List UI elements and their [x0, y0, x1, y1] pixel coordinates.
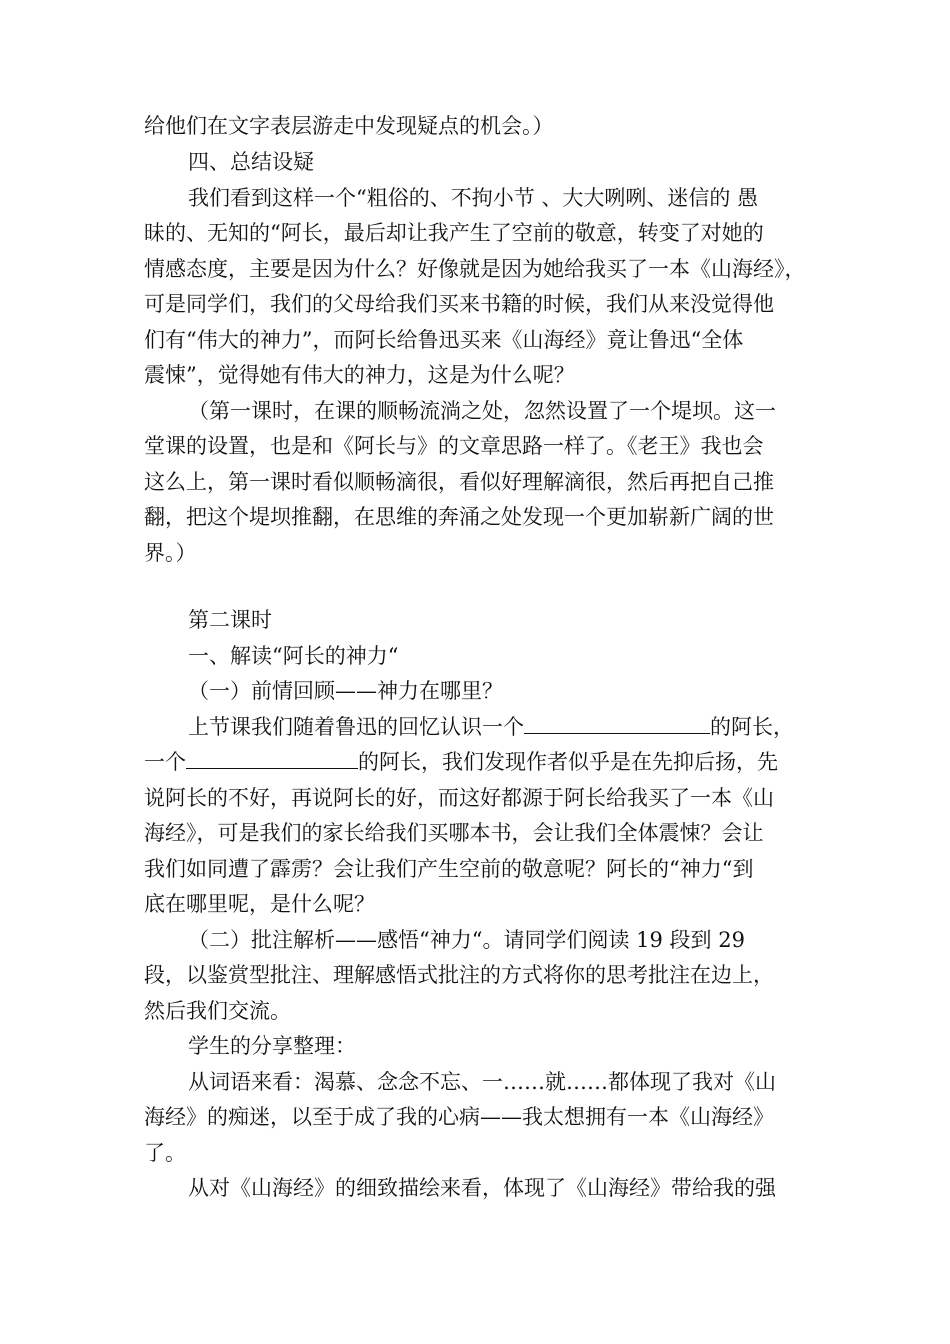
- paragraph-line: 底在哪里呢，是什么呢？: [144, 892, 375, 916]
- paragraph-line: 从对《山海经》的细致描绘来看，体现了《山海经》带给我的强: [188, 1176, 776, 1200]
- text-segment: 一个: [144, 750, 186, 774]
- paragraph-line: 界。）: [144, 541, 197, 565]
- paragraph-line: 从词语来看：渴慕、念念不忘、一……就……都体现了我对《山: [188, 1070, 776, 1094]
- subsection-heading: （一）前情回顾——神力在哪里？: [188, 679, 503, 703]
- text-segment: 上节课我们随着鲁迅的回忆认识一个: [188, 715, 524, 739]
- paragraph-line: 情感态度，主要是因为什么？好像就是因为她给我买了一本《山海经》，: [144, 257, 806, 281]
- paragraph-line: （第一课时，在课的顺畅流淌之处，忽然设置了一个堤坝。这一: [188, 399, 776, 423]
- paragraph-line: 说阿长的不好，再说阿长的好，而这好都源于阿长给我买了一本《山: [144, 786, 774, 810]
- paragraph-line: 震悚”，觉得她有伟大的神力，这是为什么呢？: [144, 363, 575, 387]
- fill-in-blank: [186, 746, 358, 769]
- paragraph-line: [188, 711, 818, 743]
- paragraph-line: 这么上，第一课时看似顺畅滴很，看似好理解滴很，然后再把自己推: [144, 470, 774, 494]
- paragraph-line: 堂课的设置，也是和《阿长与》的文章思路一样了。《老王》我也会: [144, 434, 764, 458]
- paragraph-line: 海经》，可是我们的家长给我们买哪本书，会让我们全体震悚？会让: [144, 821, 764, 845]
- paragraph-line: 了。: [144, 1141, 186, 1165]
- paragraph-line: 昧的、无知的“阿长，最后却让我产生了空前的敬意，转变了对她的: [144, 221, 764, 245]
- paragraph-line: 学生的分享整理：: [188, 1034, 356, 1058]
- paragraph-line: 我们看到这样一个“粗俗的、不拘小节 、大大咧咧、迷信的 愚: [188, 186, 759, 210]
- paragraph-line: 翻，把这个堤坝推翻，在思维的奔涌之处发现一个更加崭新广阔的世: [144, 505, 774, 529]
- text-segment: 的阿长，: [710, 715, 794, 739]
- paragraph-line: 海经》的痴迷，以至于成了我的心病——我太想拥有一本《山海经》: [144, 1105, 774, 1129]
- paragraph-line: 可是同学们，我们的父母给我们买来书籍的时候，我们从来没觉得他: [144, 292, 774, 316]
- paragraph-line: 段，以鉴赏型批注、理解感悟式批注的方式将你的思考批注在边上，: [144, 963, 774, 987]
- paragraph-line: 然后我们交流。: [144, 999, 291, 1023]
- paragraph-line: 我们如同遭了霹雳？会让我们产生空前的敬意呢？阿长的“神力“到: [144, 857, 754, 881]
- paragraph-line: 给他们在文字表层游走中发现疑点的机会。）: [144, 114, 554, 138]
- paragraph-line: [144, 746, 814, 778]
- fill-in-blank: [524, 711, 710, 734]
- section-heading: 一、解读“阿长的神力“: [188, 644, 399, 668]
- paragraph-line: 们有“伟大的神力”，而阿长给鲁迅买来《山海经》竟让鲁迅“全体: [144, 328, 744, 352]
- text-segment: 的阿长，我们发现作者似乎是在先抑后扬，先: [358, 750, 778, 774]
- section-heading: 四、总结设疑: [188, 150, 314, 174]
- lesson-heading: 第二课时: [188, 608, 272, 632]
- subsection-heading: （二）批注解析——感悟“神力“。请同学们阅读 19 段到 29: [188, 928, 745, 952]
